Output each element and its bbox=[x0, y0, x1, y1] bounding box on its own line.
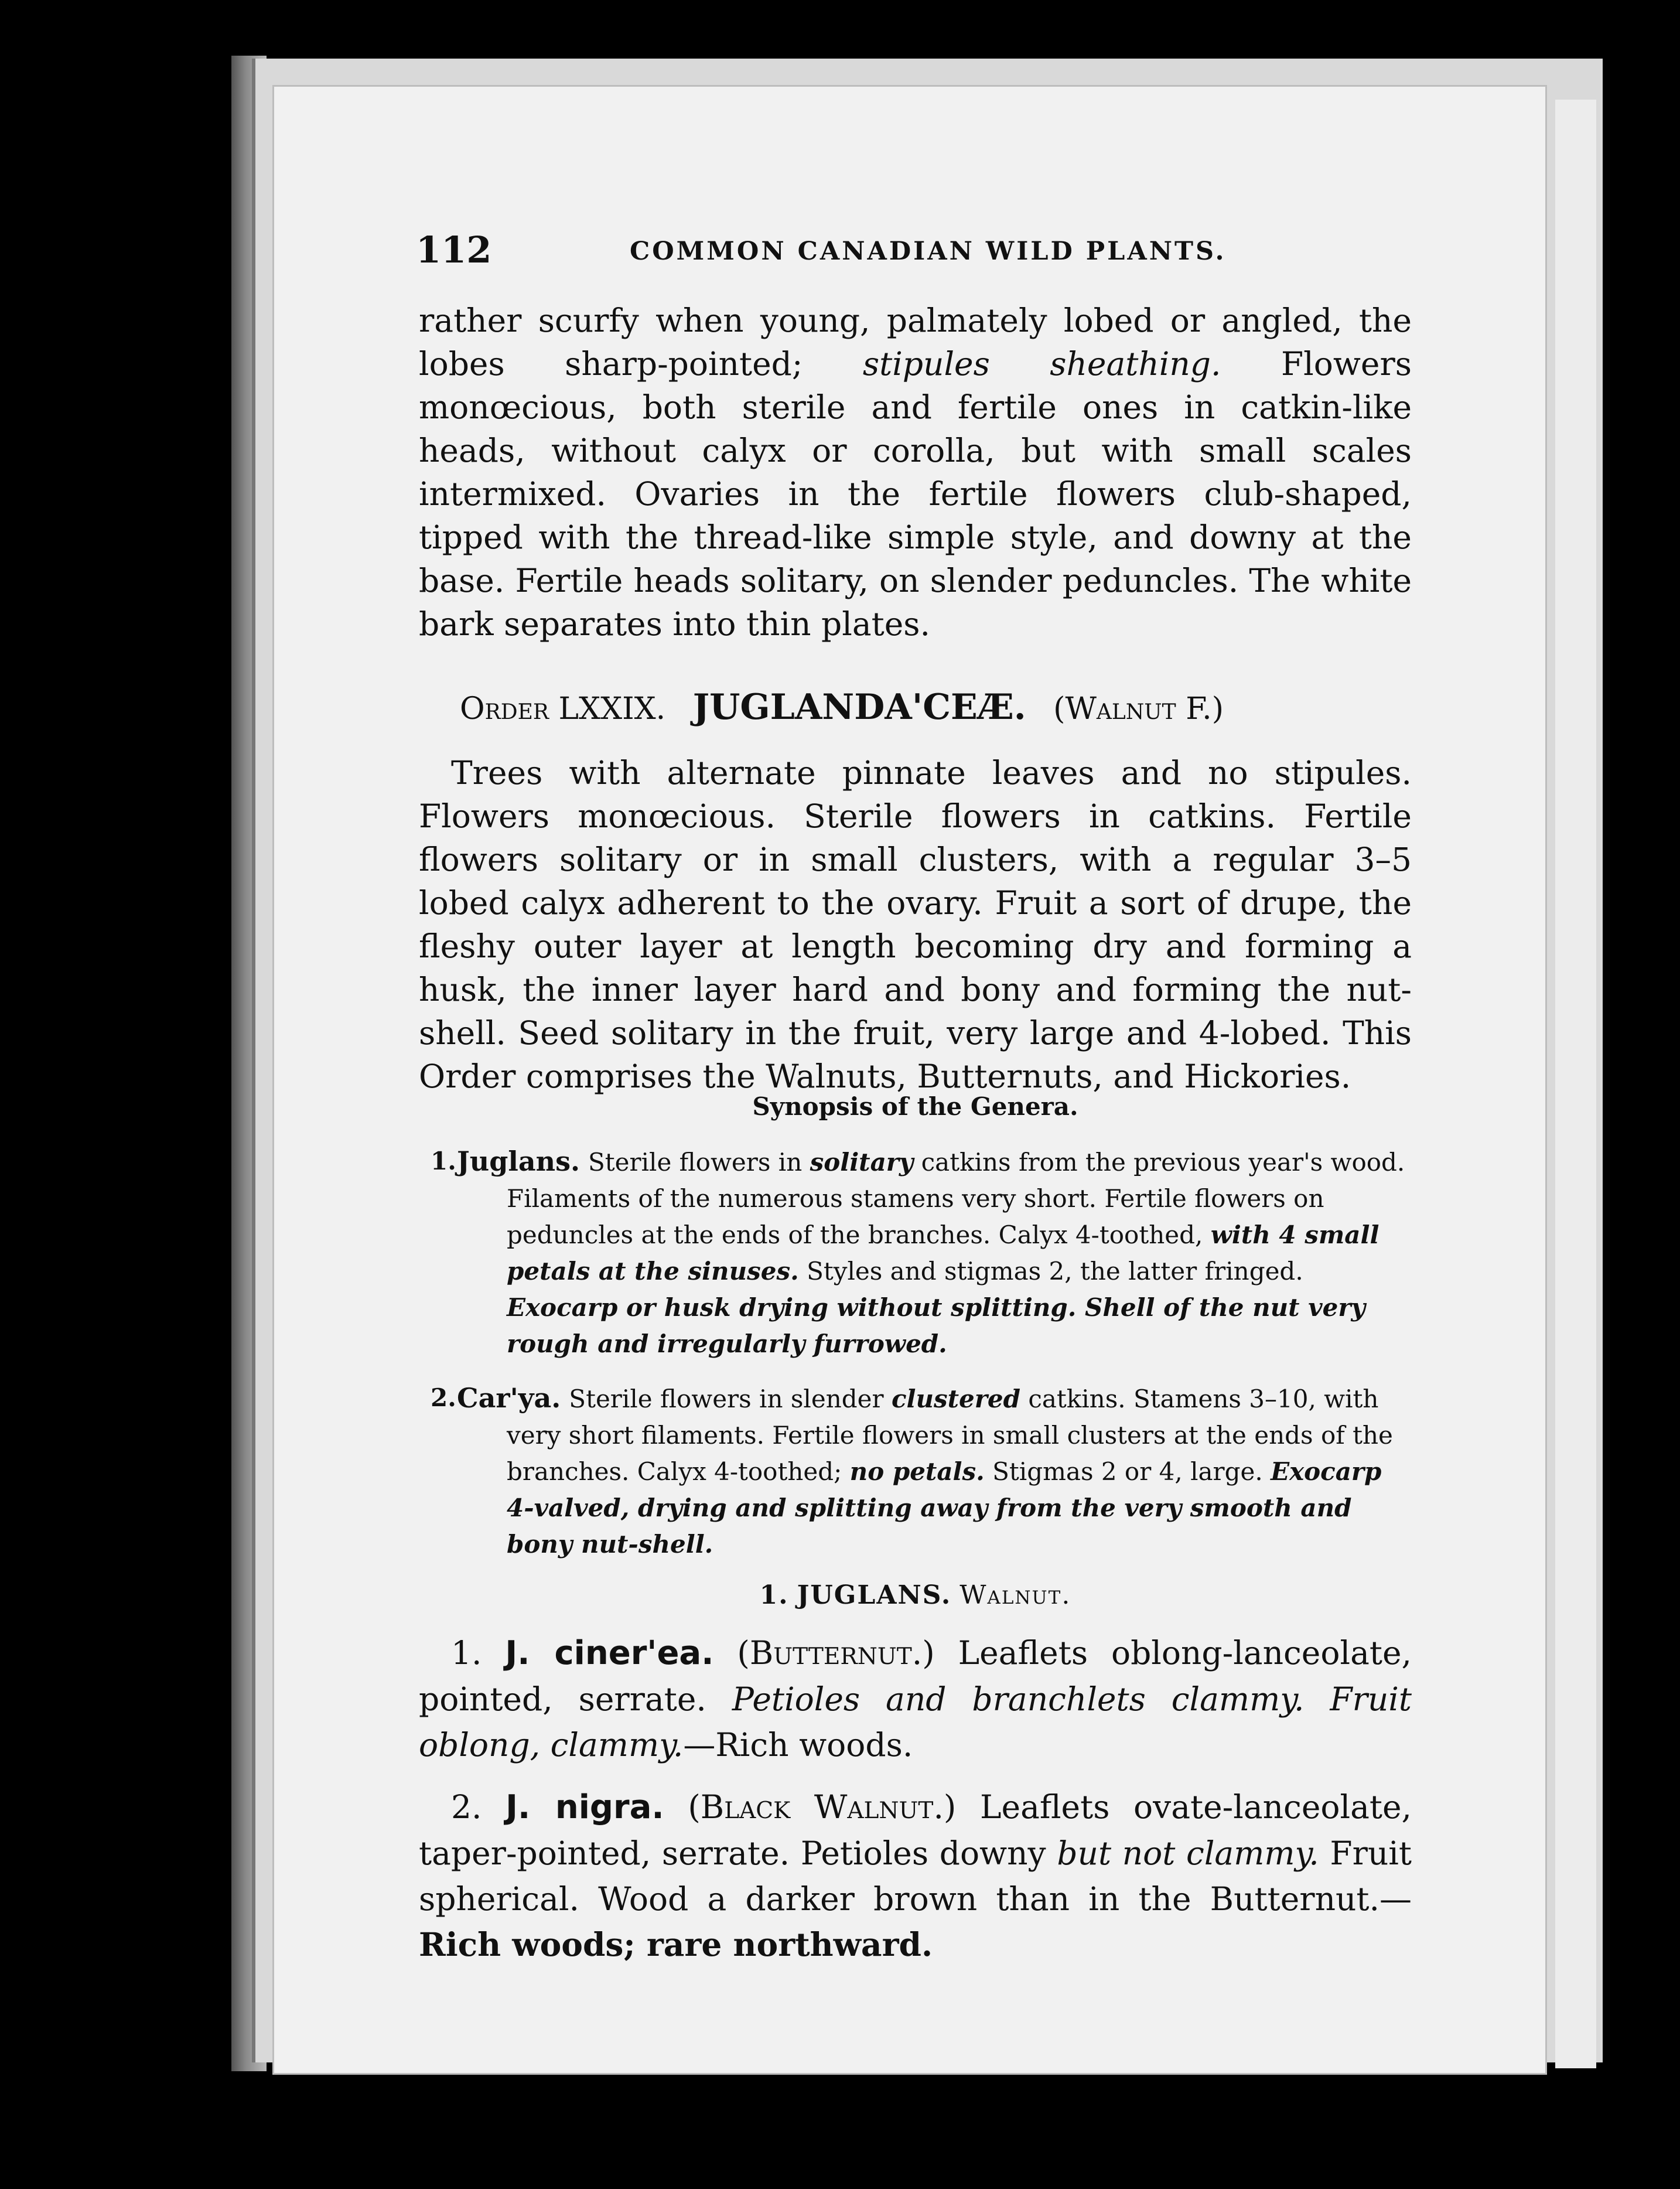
order-label: Order LXXIX. bbox=[460, 691, 666, 727]
genus-text: Sterile flowers in slender bbox=[569, 1385, 892, 1413]
genus-text: catkins from the previous year's wood. Filaments of the numerous stamens very short. Fertile flowers on peduncles at the ends of the branches. Calyx 4-toothed, bbox=[507, 1148, 1405, 1249]
synopsis-genus-item bbox=[419, 1143, 1412, 1362]
synopsis-title: Synopsis of the Genera. bbox=[752, 1092, 1078, 1121]
species-entry bbox=[419, 1784, 1412, 1968]
continuation-italic: stipules sheathing. bbox=[862, 345, 1221, 383]
species-text: Leaflets ovate-lanceolate, taper-pointed, serrate. Petioles downy bbox=[419, 1788, 1412, 1872]
species-text: Leaflets oblong-lanceolate, pointed, serrate. bbox=[419, 1634, 1412, 1718]
genus-number: 2. bbox=[431, 1383, 456, 1412]
species-entry bbox=[419, 1630, 1412, 1768]
continuation-paragraph bbox=[419, 299, 1412, 646]
genus-heading-common: Walnut. bbox=[959, 1580, 1071, 1610]
genus-italic: clustered bbox=[891, 1385, 1020, 1413]
order-description: Trees with alternate pinnate leaves and no stipules. Flowers monœcious. Sterile flowers in catkins. Fertile flowers solitary or in small clusters, with a regular 3–5 lobed calyx adherent to the ovary. Fruit a sort of drupe, the fleshy outer layer at length becoming dry and forming a husk, the inner layer hard and bony and forming the nut-shell. Seed solitary in the fruit, very large and 4-lobed. This Order comprises the Walnuts, Butternuts, and Hickories. bbox=[419, 754, 1412, 1095]
species-habitat: Rich woods; rare northward. bbox=[419, 1925, 933, 1963]
genus-text: Stigmas 2 or 4, large. bbox=[984, 1457, 1271, 1486]
species-text-2: Fruit spherical. Wood a darker brown than in the Butternut.— bbox=[419, 1835, 1412, 1918]
genus-heading-number: 1. bbox=[759, 1580, 789, 1610]
order-name: JUGLANDA'CEÆ. bbox=[692, 687, 1026, 728]
order-heading bbox=[460, 687, 1412, 728]
genus-italic: Exocarp 4-valved, drying and splitting away from the very smooth and bony nut-shell. bbox=[507, 1457, 1382, 1559]
genus-italic: with 4 small petals at the sinuses. bbox=[507, 1220, 1379, 1286]
synopsis-genus-item bbox=[419, 1380, 1412, 1563]
species-common-name: (Black Walnut.) bbox=[688, 1788, 957, 1826]
running-title: COMMON CANADIAN WILD PLANTS. bbox=[630, 237, 1227, 266]
genus-italic: Exocarp or husk drying without splitting. Shell of the nut very rough and irregularly furrowed. bbox=[507, 1293, 1365, 1358]
species-common-name: (Butternut.) bbox=[737, 1634, 935, 1672]
page-content bbox=[419, 299, 1412, 1984]
genus-text: Styles and stigmas 2, the latter fringed. bbox=[798, 1257, 1303, 1286]
species-name: J. ciner'ea. bbox=[505, 1634, 714, 1672]
facing-page-edge bbox=[1555, 100, 1596, 2068]
genus-heading bbox=[419, 1580, 1412, 1610]
continuation-text-2: Flowers monœcious, both sterile and fertile ones in catkin-like heads, without calyx or corolla, but with small scales intermixed. Ovaries in the fertile flowers club-shaped, tipped with the thread-like simple style, and downy at the base. Fertile heads solitary, on slender peduncles. The white bark separates into thin plates. bbox=[419, 345, 1412, 643]
genus-text: Sterile flowers in bbox=[588, 1148, 810, 1177]
species-italic: but not clammy. bbox=[1057, 1835, 1319, 1872]
species-name: J. nigra. bbox=[506, 1788, 664, 1826]
species-number: 1. bbox=[451, 1634, 482, 1672]
species-habitat: —Rich woods. bbox=[683, 1726, 913, 1764]
species-italic: Petioles and branchlets clammy. Fruit oblong, clammy. bbox=[419, 1680, 1412, 1764]
page-header bbox=[416, 229, 1227, 275]
genus-name: Juglans. bbox=[457, 1145, 581, 1177]
continuation-text-1: rather scurfy when young, palmately lobed or angled, the lobes sharp-pointed; bbox=[419, 302, 1412, 383]
genus-italic: solitary bbox=[810, 1148, 914, 1177]
order-common-name: (Walnut F.) bbox=[1053, 691, 1224, 727]
species-number: 2. bbox=[451, 1788, 482, 1826]
page-number: 112 bbox=[416, 229, 492, 271]
genus-italic: no petals. bbox=[849, 1457, 985, 1486]
genus-name: Car'ya. bbox=[457, 1382, 561, 1414]
genus-heading-name: JUGLANS. bbox=[797, 1580, 952, 1610]
genus-text: catkins. Stamens 3–10, with very short filaments. Fertile flowers in small clusters at the ends of the branches. Calyx 4-toothed; bbox=[507, 1385, 1393, 1486]
genus-number: 1. bbox=[431, 1147, 456, 1175]
